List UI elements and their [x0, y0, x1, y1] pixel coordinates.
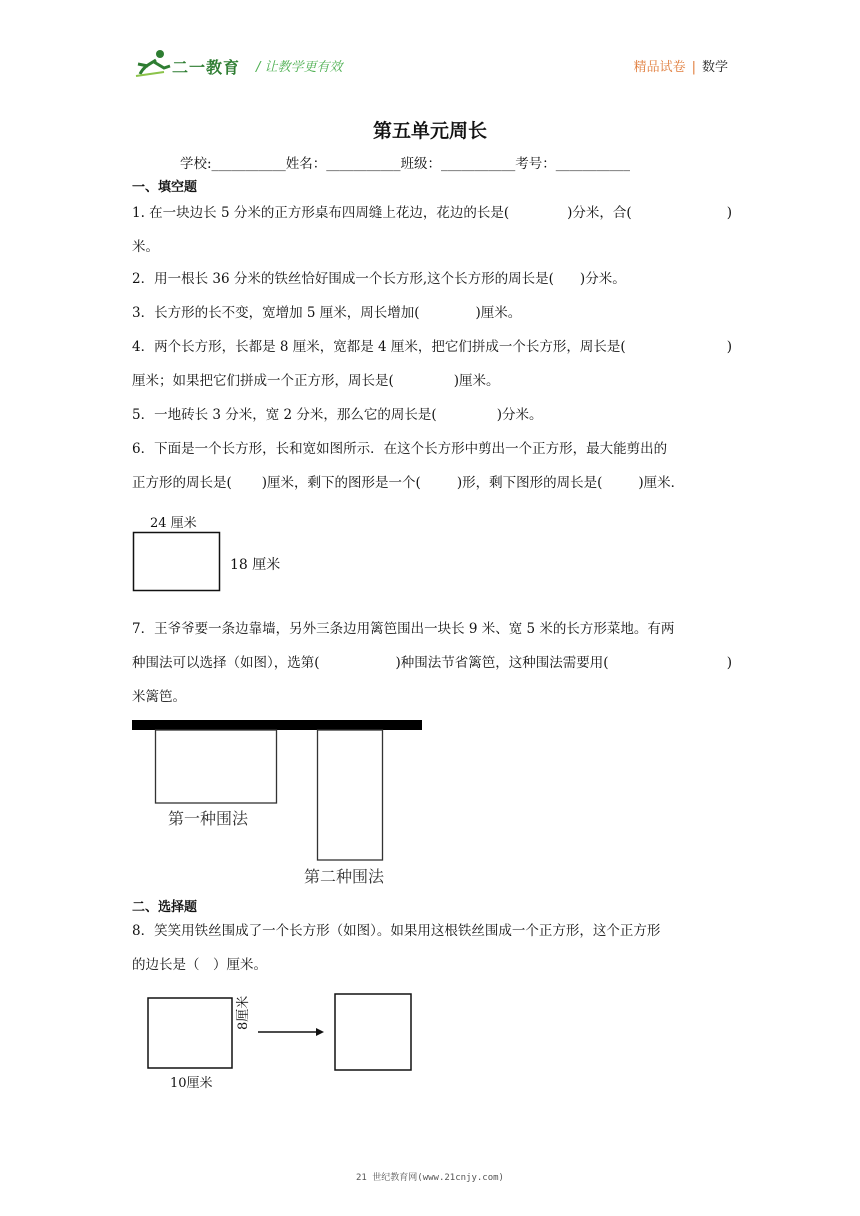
q7-text-b: 种围法可以选择（如图），选第( — [132, 655, 320, 671]
student-info-line: 学校:___________姓名：___________班级：___________考号：___________ — [180, 156, 631, 172]
q3-text-b: )厘米。 — [475, 305, 522, 321]
q1-text-b: )分米，合( — [567, 205, 632, 221]
page-footer: 21 世纪教育网(www.21cnjy.com) — [356, 1173, 504, 1183]
fig8-rectangle — [148, 998, 232, 1068]
section-choice-heading: 二、选择题 — [132, 900, 198, 915]
fig6-rectangle — [132, 530, 224, 594]
q3-text-a: 3．长方形的长不变，宽增加 5 厘米，周长增加( — [132, 305, 420, 321]
q1-text-c: ) — [726, 205, 732, 221]
runner-logo-icon — [134, 46, 174, 80]
q7-text-a: 7．王爷爷要一条边靠墙，另外三条边用篱笆围出一块长 9 米、宽 5 米的长方形菜地。有两 — [132, 621, 675, 637]
question-2 — [132, 262, 732, 296]
fig7-wall — [132, 720, 422, 730]
q2-text-b: )分米。 — [579, 271, 626, 287]
subject-label: 数学 — [701, 60, 728, 75]
question-6 — [132, 432, 732, 500]
q2-text-a: 2．用一根长 36 分米的铁丝恰好围成一个长方形,这个长方形的周长是( — [132, 271, 554, 287]
q8-text-b: 的边长是（ ）厘米。 — [132, 957, 267, 973]
q4-text-c: 厘米；如果把它们拼成一个正方形，周长是( — [132, 373, 394, 389]
fig7-fence-diagram — [130, 718, 424, 864]
brand-name: 二一教育 — [172, 58, 241, 77]
fig8-square — [335, 994, 411, 1070]
q7-text-e: 米篱笆。 — [132, 689, 186, 705]
q4-text-d: )厘米。 — [453, 373, 500, 389]
question-4 — [132, 330, 732, 398]
badge-label: 精品试卷 — [633, 60, 686, 75]
q6-text-e: )厘米． — [638, 475, 685, 491]
question-1 — [132, 196, 732, 264]
q1-text-a: 1. 在一块边长 5 分米的正方形桌布四周缝上花边，花边的长是( — [132, 205, 510, 221]
fig6-width-label: 18 厘米 — [230, 557, 281, 573]
q8-text-a: 8．笑笑用铁丝围成了一个长方形（如图）。如果用这根铁丝围成一个正方形，这个正方形 — [132, 923, 661, 939]
header-separator: | — [691, 60, 696, 75]
question-8 — [132, 914, 732, 982]
page-title: 第五单元周长 — [372, 120, 487, 142]
fig7-method2-shape — [318, 730, 383, 860]
fig8-diagram — [146, 992, 416, 1074]
arrow-right-icon — [316, 1028, 324, 1036]
q6-text-d: )形，剩下图形的周长是( — [456, 475, 603, 491]
q7-text-d: ) — [726, 655, 732, 671]
q7-text-c: )种围法节省篱笆，这种围法需要用( — [395, 655, 609, 671]
question-3 — [132, 296, 732, 330]
question-7 — [132, 612, 732, 714]
q5-text-a: 5．一地砖长 3 分米，宽 2 分米，那么它的周长是( — [132, 407, 437, 423]
q5-text-b: )分米。 — [496, 407, 543, 423]
q6-text-b: 正方形的周长是( — [132, 475, 232, 491]
q4-text-b: ) — [726, 339, 732, 355]
fig7-method1-shape — [156, 730, 277, 803]
question-5 — [132, 398, 732, 432]
fig8-length-label: 10厘米 — [170, 1076, 213, 1091]
section-fill-heading: 一、填空题 — [132, 180, 198, 195]
header-right — [634, 56, 728, 75]
fig6-length-label: 24 厘米 — [150, 516, 197, 531]
fig7-method2-label: 第二种围法 — [304, 867, 385, 886]
q4-text-a: 4．两个长方形，长都是 8 厘米，宽都是 4 厘米，把它们拼成一个长方形，周长是( — [132, 339, 626, 355]
brand-slogan: / 让教学更有效 — [256, 60, 343, 75]
fig8-width-label: 8厘米 — [236, 995, 251, 1030]
q6-text-a: 6．下面是一个长方形，长和宽如图所示．在这个长方形中剪出一个正方形，最大能剪出的 — [132, 441, 668, 457]
q1-text-d: 米。 — [132, 239, 159, 255]
fig7-method1-label: 第一种围法 — [168, 809, 249, 828]
q6-text-c: )厘米，剩下的图形是一个( — [261, 475, 421, 491]
